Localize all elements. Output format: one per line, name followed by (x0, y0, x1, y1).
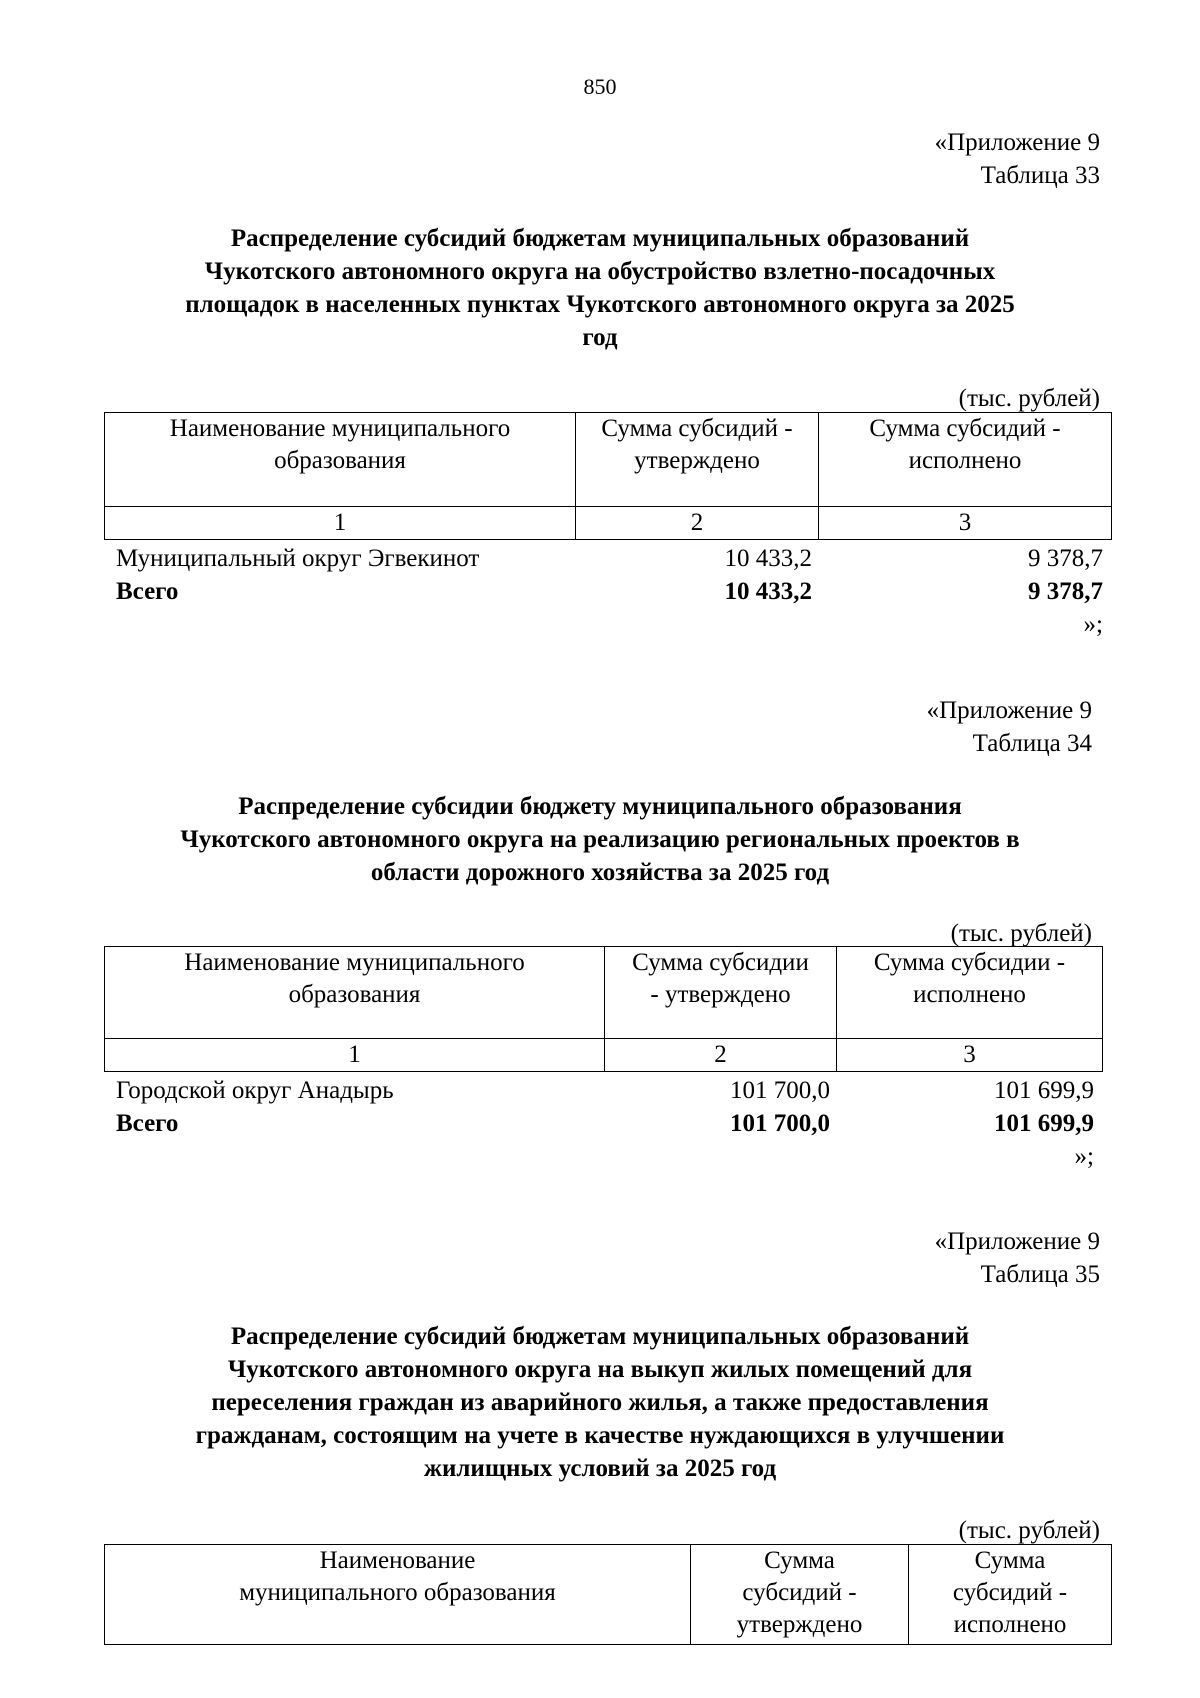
header-text: субсидий - (952, 1579, 1068, 1606)
total-executed: 9 378,7 (1028, 578, 1103, 605)
closing-quote: »; (1083, 611, 1103, 638)
row-name: Муниципальный округ Эгвекинот (116, 545, 480, 572)
table-row (0, 542, 1200, 575)
header-approved-cell (605, 947, 837, 1039)
header-text: образования (288, 981, 421, 1008)
row-executed: 9 378,7 (1028, 545, 1103, 572)
title-line: Чукотского автономного округа на реализацию региональных проектов в (180, 826, 1020, 853)
unit-label: (тыс. рублей) (950, 920, 1092, 947)
header-text: Наименование муниципального (169, 415, 511, 442)
header-text: Сумма субсидии - (873, 949, 1066, 976)
header-text: исполнено (913, 981, 1026, 1008)
header-text: муниципального образования (239, 1579, 556, 1606)
header-executed-cell (819, 413, 1112, 507)
header-approved-cell (691, 1545, 909, 1645)
header-text: Сумма субсидии (632, 949, 809, 976)
header-text: - утверждено (650, 981, 791, 1008)
row-name: Городской округ Анадырь (116, 1077, 394, 1104)
column-number: 3 (819, 507, 1112, 540)
table-number: Таблица 34 (972, 730, 1092, 757)
header-text: Наименование (319, 1547, 476, 1574)
title-line: площадок в населенных пунктах Чукотского автономного округа за 2025 (185, 291, 1015, 318)
row-approved: 101 700,0 (730, 1077, 830, 1104)
data-table-header (104, 946, 1103, 1072)
column-number: 2 (605, 1039, 837, 1072)
data-table-header (104, 1544, 1112, 1645)
total-label: Всего (116, 578, 179, 605)
column-number: 1 (105, 1039, 605, 1072)
title-line: гражданам, состоящим на учете в качестве нуждающихся в улучшении (195, 1422, 1005, 1449)
column-number: 3 (837, 1039, 1103, 1072)
total-label: Всего (116, 1110, 179, 1137)
header-executed-cell (909, 1545, 1112, 1645)
total-row (0, 575, 1200, 608)
header-name-cell (105, 1545, 691, 1645)
unit-label: (тыс. рублей) (958, 385, 1100, 412)
header-approved-cell (576, 413, 819, 507)
closing-quote: »; (1074, 1143, 1094, 1170)
header-text: исполнено (953, 1611, 1067, 1638)
row-executed: 101 699,9 (994, 1077, 1094, 1104)
column-number: 2 (576, 507, 819, 540)
title-line: переселения граждан из аварийного жилья, а также предоставления (211, 1389, 989, 1416)
header-executed-cell (837, 947, 1103, 1039)
unit-label: (тыс. рублей) (958, 1517, 1100, 1544)
header-name-cell (105, 947, 605, 1039)
title-line: области дорожного хозяйства за 2025 год (370, 859, 830, 886)
appendix-label: «Приложение 9 (926, 697, 1092, 724)
header-text: Сумма субсидий - (601, 415, 793, 442)
table-number: Таблица 33 (980, 162, 1100, 189)
total-approved: 10 433,2 (724, 578, 812, 605)
total-executed: 101 699,9 (994, 1110, 1094, 1137)
header-text: Наименование муниципального (184, 949, 525, 976)
title-line: Распределение субсидий бюджетам муниципальных образований (230, 225, 970, 252)
table-title (90, 1320, 1110, 1485)
header-text: исполнено (908, 447, 1022, 474)
header-text: Сумма субсидий - (869, 415, 1061, 442)
header-text: Сумма (764, 1547, 835, 1574)
total-row (0, 1107, 1200, 1140)
total-approved: 101 700,0 (730, 1110, 830, 1137)
data-table-header (104, 412, 1112, 540)
title-line: Распределение субсидий бюджетам муниципальных образований (230, 1323, 970, 1350)
row-approved: 10 433,2 (724, 545, 812, 572)
header-text: Сумма (974, 1547, 1046, 1574)
title-line: Чукотского автономного округа на обустройство взлетно-посадочных (204, 258, 996, 285)
table-row (0, 1074, 1200, 1107)
title-line: Распределение субсидии бюджету муниципального образования (238, 793, 962, 820)
table-title (90, 790, 1110, 889)
header-text: образования (274, 447, 406, 474)
title-line: жилищных условий за 2025 год (423, 1455, 777, 1482)
page-number: 850 (583, 74, 617, 99)
header-text: субсидий - (742, 1579, 857, 1606)
title-line: Чукотского автономного округа на выкуп жилых помещений для (227, 1356, 973, 1383)
header-text: утверждено (634, 447, 760, 474)
title-line: год (582, 324, 618, 351)
table-number: Таблица 35 (980, 1261, 1100, 1288)
header-name-cell (105, 413, 576, 507)
appendix-label: «Приложение 9 (934, 129, 1100, 156)
header-text: утверждено (736, 1611, 863, 1638)
column-number: 1 (105, 507, 576, 540)
table-title (90, 222, 1110, 354)
appendix-label: «Приложение 9 (934, 1228, 1100, 1255)
